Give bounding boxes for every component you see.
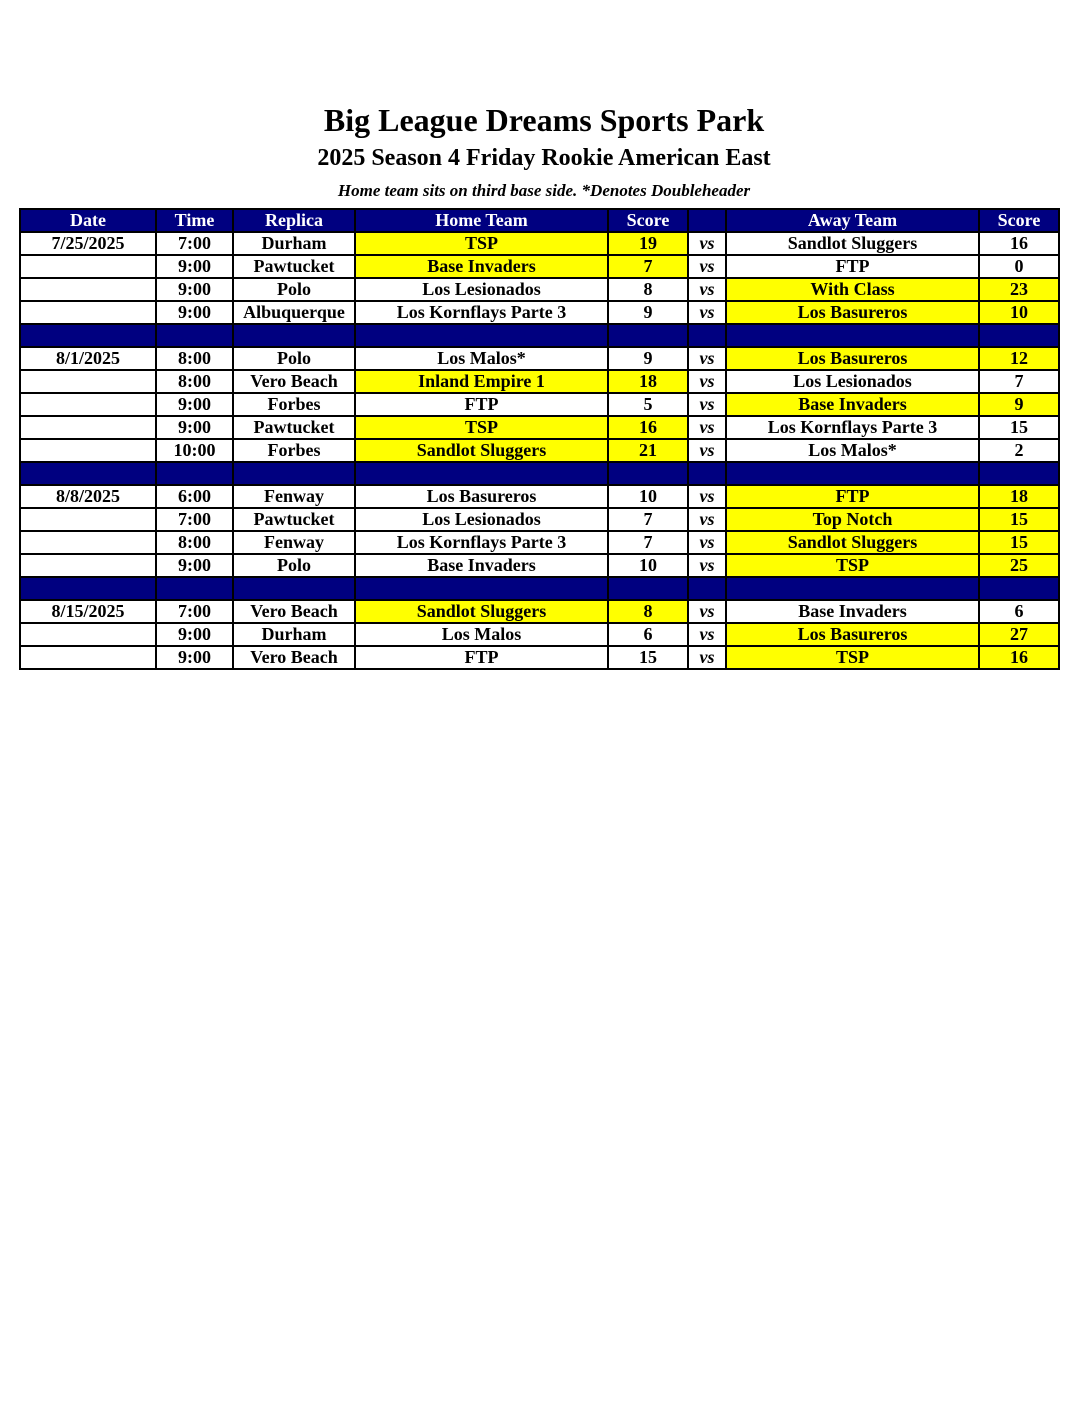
header-row — [20, 209, 1059, 232]
away-score-cell: 16 — [979, 646, 1059, 669]
time-cell: 9:00 — [156, 255, 233, 278]
separator-cell — [20, 462, 156, 485]
home-team-cell: FTP — [355, 393, 608, 416]
col-header-home-team: Home Team — [355, 209, 608, 232]
game-row — [20, 554, 1059, 577]
home-score-cell: 16 — [608, 416, 688, 439]
replica-cell: Pawtucket — [233, 255, 355, 278]
separator-cell — [608, 324, 688, 347]
col-header-away-score: Score — [979, 209, 1059, 232]
vs-cell: vs — [688, 646, 726, 669]
away-score-cell: 9 — [979, 393, 1059, 416]
week-separator-row — [20, 577, 1059, 600]
game-row — [20, 278, 1059, 301]
home-score-cell: 10 — [608, 485, 688, 508]
date-cell — [20, 531, 156, 554]
away-team-cell: TSP — [726, 554, 979, 577]
away-score-cell: 7 — [979, 370, 1059, 393]
vs-cell: vs — [688, 531, 726, 554]
away-team-cell: Base Invaders — [726, 393, 979, 416]
game-row — [20, 485, 1059, 508]
date-cell — [20, 278, 156, 301]
separator-cell — [233, 462, 355, 485]
time-cell: 8:00 — [156, 370, 233, 393]
home-team-cell: Los Kornflays Parte 3 — [355, 531, 608, 554]
week-separator-row — [20, 324, 1059, 347]
vs-cell: vs — [688, 370, 726, 393]
home-team-cell: Sandlot Sluggers — [355, 600, 608, 623]
separator-cell — [979, 324, 1059, 347]
time-cell: 8:00 — [156, 347, 233, 370]
home-team-cell: Los Lesionados — [355, 278, 608, 301]
game-row — [20, 393, 1059, 416]
col-header-time: Time — [156, 209, 233, 232]
replica-cell: Albuquerque — [233, 301, 355, 324]
vs-cell: vs — [688, 255, 726, 278]
game-row — [20, 232, 1059, 255]
home-team-cell: Los Malos — [355, 623, 608, 646]
date-cell — [20, 623, 156, 646]
replica-cell: Fenway — [233, 531, 355, 554]
date-cell: 8/8/2025 — [20, 485, 156, 508]
vs-cell: vs — [688, 600, 726, 623]
replica-cell: Vero Beach — [233, 600, 355, 623]
away-team-cell: Los Lesionados — [726, 370, 979, 393]
home-score-cell: 7 — [608, 508, 688, 531]
away-team-cell: Los Basureros — [726, 347, 979, 370]
replica-cell: Polo — [233, 347, 355, 370]
away-team-cell: Los Malos* — [726, 439, 979, 462]
home-score-cell: 21 — [608, 439, 688, 462]
date-cell — [20, 370, 156, 393]
replica-cell: Pawtucket — [233, 508, 355, 531]
vs-cell: vs — [688, 439, 726, 462]
schedule-body — [20, 232, 1059, 669]
home-score-cell: 6 — [608, 623, 688, 646]
away-team-cell: Top Notch — [726, 508, 979, 531]
date-cell — [20, 646, 156, 669]
replica-cell: Forbes — [233, 393, 355, 416]
game-row — [20, 600, 1059, 623]
date-cell: 7/25/2025 — [20, 232, 156, 255]
schedule-note: Home team sits on third base side. *Denotes Doubleheader — [337, 181, 751, 200]
separator-cell — [355, 324, 608, 347]
vs-cell: vs — [688, 393, 726, 416]
page-title: Big League Dreams Sports Park — [323, 102, 765, 138]
game-row — [20, 623, 1059, 646]
home-team-cell: Inland Empire 1 — [355, 370, 608, 393]
vs-cell: vs — [688, 508, 726, 531]
separator-cell — [156, 462, 233, 485]
home-team-cell: Los Kornflays Parte 3 — [355, 301, 608, 324]
home-team-cell: Sandlot Sluggers — [355, 439, 608, 462]
date-cell — [20, 416, 156, 439]
separator-cell — [233, 577, 355, 600]
away-team-cell: Sandlot Sluggers — [726, 232, 979, 255]
game-row — [20, 255, 1059, 278]
home-team-cell: Los Basureros — [355, 485, 608, 508]
date-cell — [20, 508, 156, 531]
away-score-cell: 25 — [979, 554, 1059, 577]
time-cell: 9:00 — [156, 301, 233, 324]
date-cell — [20, 301, 156, 324]
home-score-cell: 8 — [608, 278, 688, 301]
separator-cell — [726, 577, 979, 600]
home-score-cell: 8 — [608, 600, 688, 623]
game-row — [20, 416, 1059, 439]
away-score-cell: 15 — [979, 508, 1059, 531]
game-row — [20, 646, 1059, 669]
home-team-cell: Base Invaders — [355, 554, 608, 577]
home-team-cell: TSP — [355, 416, 608, 439]
game-row — [20, 508, 1059, 531]
home-score-cell: 19 — [608, 232, 688, 255]
separator-cell — [156, 324, 233, 347]
home-team-cell: Los Lesionados — [355, 508, 608, 531]
game-row — [20, 439, 1059, 462]
separator-cell — [156, 577, 233, 600]
time-cell: 9:00 — [156, 646, 233, 669]
separator-cell — [979, 577, 1059, 600]
separator-cell — [726, 324, 979, 347]
separator-cell — [688, 324, 726, 347]
away-team-cell: With Class — [726, 278, 979, 301]
date-cell: 8/15/2025 — [20, 600, 156, 623]
home-score-cell: 7 — [608, 255, 688, 278]
vs-cell: vs — [688, 416, 726, 439]
home-score-cell: 7 — [608, 531, 688, 554]
away-team-cell: Los Kornflays Parte 3 — [726, 416, 979, 439]
vs-cell: vs — [688, 554, 726, 577]
replica-cell: Vero Beach — [233, 646, 355, 669]
replica-cell: Pawtucket — [233, 416, 355, 439]
away-team-cell: Sandlot Sluggers — [726, 531, 979, 554]
vs-cell: vs — [688, 232, 726, 255]
col-header-replica: Replica — [233, 209, 355, 232]
separator-cell — [688, 462, 726, 485]
away-team-cell: FTP — [726, 255, 979, 278]
col-header-away-team: Away Team — [726, 209, 979, 232]
date-cell — [20, 393, 156, 416]
home-score-cell: 15 — [608, 646, 688, 669]
separator-cell — [20, 324, 156, 347]
separator-cell — [608, 577, 688, 600]
away-team-cell: TSP — [726, 646, 979, 669]
vs-cell: vs — [688, 485, 726, 508]
replica-cell: Durham — [233, 623, 355, 646]
home-team-cell: TSP — [355, 232, 608, 255]
date-cell: 8/1/2025 — [20, 347, 156, 370]
separator-cell — [355, 577, 608, 600]
home-score-cell: 9 — [608, 347, 688, 370]
game-row — [20, 531, 1059, 554]
col-header-date: Date — [20, 209, 156, 232]
replica-cell: Polo — [233, 278, 355, 301]
time-cell: 6:00 — [156, 485, 233, 508]
time-cell: 9:00 — [156, 416, 233, 439]
home-score-cell: 18 — [608, 370, 688, 393]
col-header-home-score: Score — [608, 209, 688, 232]
away-team-cell: Los Basureros — [726, 623, 979, 646]
separator-cell — [20, 577, 156, 600]
vs-cell: vs — [688, 623, 726, 646]
time-cell: 9:00 — [156, 393, 233, 416]
home-team-cell: Los Malos* — [355, 347, 608, 370]
game-row — [20, 301, 1059, 324]
vs-cell: vs — [688, 347, 726, 370]
separator-cell — [355, 462, 608, 485]
game-row — [20, 347, 1059, 370]
separator-cell — [726, 462, 979, 485]
away-score-cell: 0 — [979, 255, 1059, 278]
game-row — [20, 370, 1059, 393]
time-cell: 7:00 — [156, 600, 233, 623]
time-cell: 8:00 — [156, 531, 233, 554]
away-score-cell: 12 — [979, 347, 1059, 370]
away-score-cell: 6 — [979, 600, 1059, 623]
away-team-cell: FTP — [726, 485, 979, 508]
away-score-cell: 15 — [979, 416, 1059, 439]
home-score-cell: 5 — [608, 393, 688, 416]
separator-cell — [979, 462, 1059, 485]
home-score-cell: 10 — [608, 554, 688, 577]
schedule-table — [19, 208, 1060, 670]
week-separator-row — [20, 462, 1059, 485]
time-cell: 10:00 — [156, 439, 233, 462]
away-score-cell: 18 — [979, 485, 1059, 508]
time-cell: 9:00 — [156, 554, 233, 577]
replica-cell: Vero Beach — [233, 370, 355, 393]
replica-cell: Forbes — [233, 439, 355, 462]
away-team-cell: Base Invaders — [726, 600, 979, 623]
separator-cell — [608, 462, 688, 485]
vs-cell: vs — [688, 301, 726, 324]
date-cell — [20, 554, 156, 577]
season-subtitle: 2025 Season 4 Friday Rookie American East — [317, 145, 771, 171]
home-team-cell: Base Invaders — [355, 255, 608, 278]
date-cell — [20, 439, 156, 462]
away-score-cell: 16 — [979, 232, 1059, 255]
replica-cell: Durham — [233, 232, 355, 255]
home-score-cell: 9 — [608, 301, 688, 324]
date-cell — [20, 255, 156, 278]
home-team-cell: FTP — [355, 646, 608, 669]
away-score-cell: 27 — [979, 623, 1059, 646]
vs-cell: vs — [688, 278, 726, 301]
separator-cell — [688, 577, 726, 600]
away-team-cell: Los Basureros — [726, 301, 979, 324]
separator-cell — [233, 324, 355, 347]
time-cell: 9:00 — [156, 623, 233, 646]
time-cell: 9:00 — [156, 278, 233, 301]
replica-cell: Polo — [233, 554, 355, 577]
away-score-cell: 10 — [979, 301, 1059, 324]
away-score-cell: 23 — [979, 278, 1059, 301]
away-score-cell: 2 — [979, 439, 1059, 462]
time-cell: 7:00 — [156, 232, 233, 255]
away-score-cell: 15 — [979, 531, 1059, 554]
time-cell: 7:00 — [156, 508, 233, 531]
replica-cell: Fenway — [233, 485, 355, 508]
col-header-vs — [688, 209, 726, 232]
